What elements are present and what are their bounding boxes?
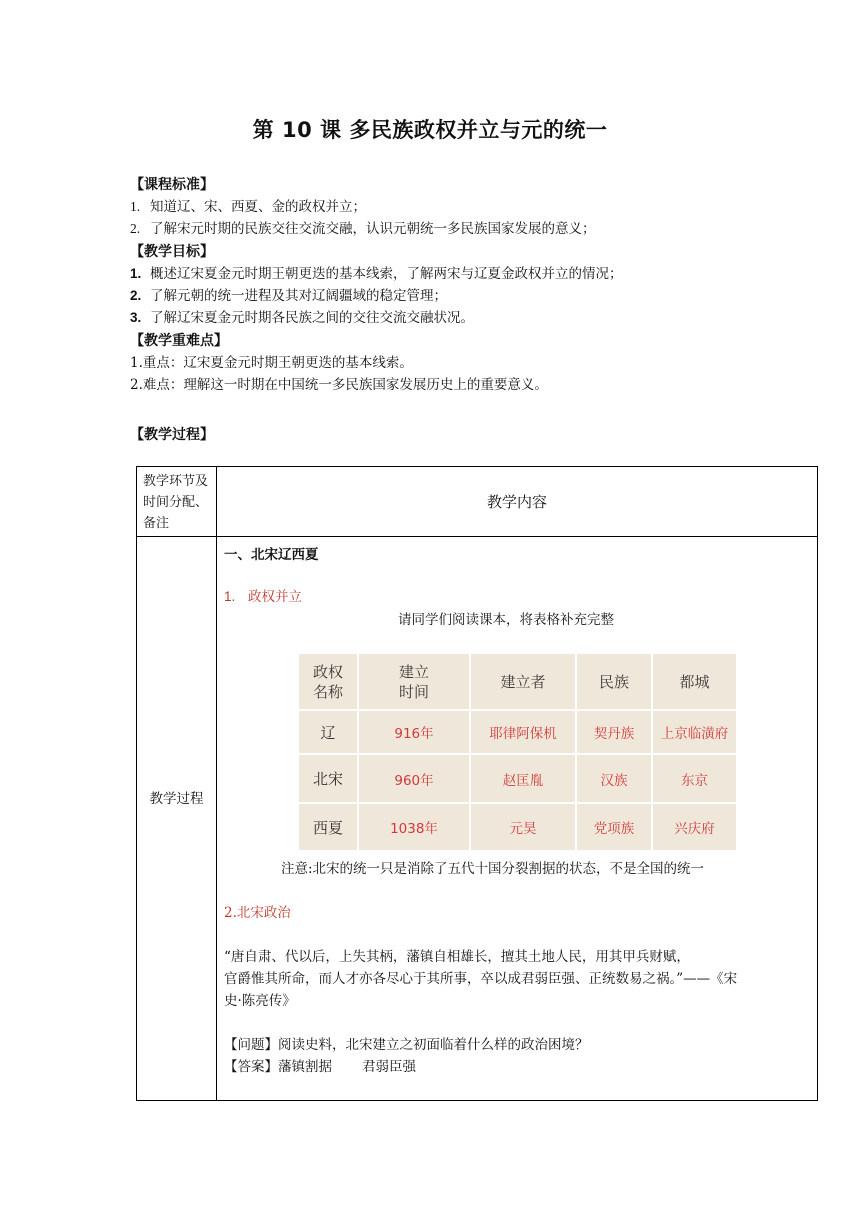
quote-line: 官爵惟其所命，而人才亦各尽心于其所事，卒以成君弱臣强、正统数易之祸。”——《宋 (224, 971, 738, 987)
regime-name: 西夏 (298, 803, 358, 851)
regime-row (298, 754, 737, 803)
regime-table-header: 政权 名称 (298, 653, 358, 710)
regime-ethnicity: 契丹族 (576, 710, 652, 754)
section-title: 一、北宋辽西夏 (224, 547, 319, 563)
col1-header-cell (137, 467, 217, 537)
regime-capital: 东京 (652, 754, 737, 803)
regime-table-header: 都城 (652, 653, 737, 710)
objective-item: 3. 了解辽宋夏金元时期各民族之间的交往交流交融状况。 (130, 310, 474, 326)
regime-ethnicity: 党项族 (576, 803, 652, 851)
objective-item: 2. 了解元朝的统一进程及其对辽阔疆域的稳定管理； (130, 288, 447, 304)
subsection-1 (224, 585, 302, 605)
regime-name: 北宋 (298, 754, 358, 803)
regime-capital: 兴庆府 (652, 803, 737, 851)
quote-line: “唐自肃、代以后，上失其柄，藩镇自相雄长，擅其土地人民，用其甲兵财赋， (224, 949, 690, 965)
regime-capital: 上京临潢府 (652, 710, 737, 754)
key-points (130, 330, 830, 396)
key-point-item: 1.重点：辽宋夏金元时期王朝更迭的基本线索。 (130, 355, 413, 371)
page-title: 第 10 课 多民族政权并立与元的统一 (252, 118, 608, 142)
regime-year: 916年 (358, 710, 470, 754)
note-text: 注意:北宋的统一只是消除了五代十国分裂割据的状态，不是全国的统一 (281, 861, 705, 877)
answer-text (224, 1055, 416, 1075)
col2-header-cell (217, 467, 817, 537)
regime-row (298, 803, 737, 851)
regime-table-header: 建立者 (470, 653, 576, 710)
standards-item: 2. 了解宋元时期的民族交往交流交融，认识元朝统一多民族国家发展的意义； (130, 221, 596, 237)
regime-table (297, 652, 738, 852)
content-cell (217, 537, 817, 1100)
col1-body-label: 教学过程 (149, 791, 204, 807)
regime-year: 1038年 (358, 803, 470, 851)
instruction-text: 请同学们阅读课本，将表格补充完整 (398, 612, 614, 628)
regime-table-header: 建立 时间 (358, 653, 470, 710)
teaching-objectives (130, 241, 830, 329)
answer-extra: 君弱臣强 (362, 1059, 416, 1075)
regime-row (298, 710, 737, 754)
question-text: 【问题】阅读史料，北宋建立之初面临着什么样的政治困境？ (224, 1037, 589, 1053)
standards-item: 1. 知道辽、宋、西夏、金的政权并立； (130, 199, 366, 215)
regime-table-header: 民族 (576, 653, 652, 710)
subsection-1-num: 1. (224, 589, 236, 604)
lesson-table (136, 466, 818, 1101)
subsection-2-title: 2.北宋政治 (224, 905, 291, 921)
subsection-1-title: 政权并立 (248, 589, 302, 605)
regime-founder: 耶律阿保机 (470, 710, 576, 754)
key-points-heading: 【教学重难点】 (130, 333, 228, 349)
quote-line: 史·陈亮传》 (224, 993, 296, 1009)
col2-header: 教学内容 (486, 493, 547, 511)
objectives-heading: 【教学目标】 (130, 244, 214, 260)
regime-founder: 元昊 (470, 803, 576, 851)
standards-heading: 【课程标准】 (130, 177, 214, 193)
regime-year: 960年 (358, 754, 470, 803)
regime-name: 辽 (298, 710, 358, 754)
regime-ethnicity: 汉族 (576, 754, 652, 803)
col1-header: 教学环节及时间分配、备注 (143, 474, 209, 531)
process-heading: 【教学过程】 (130, 427, 214, 443)
answer-label: 【答案】藩镇割据 (224, 1059, 332, 1075)
course-standards (130, 174, 830, 240)
objective-item: 1. 概述辽宋夏金元时期王朝更迭的基本线索，了解两宋与辽夏金政权并立的情况； (130, 266, 623, 282)
key-point-item: 2.难点：理解这一时期在中国统一多民族国家发展历史上的重要意义。 (130, 377, 548, 393)
regime-founder: 赵匡胤 (470, 754, 576, 803)
col1-body-cell (137, 537, 217, 1100)
